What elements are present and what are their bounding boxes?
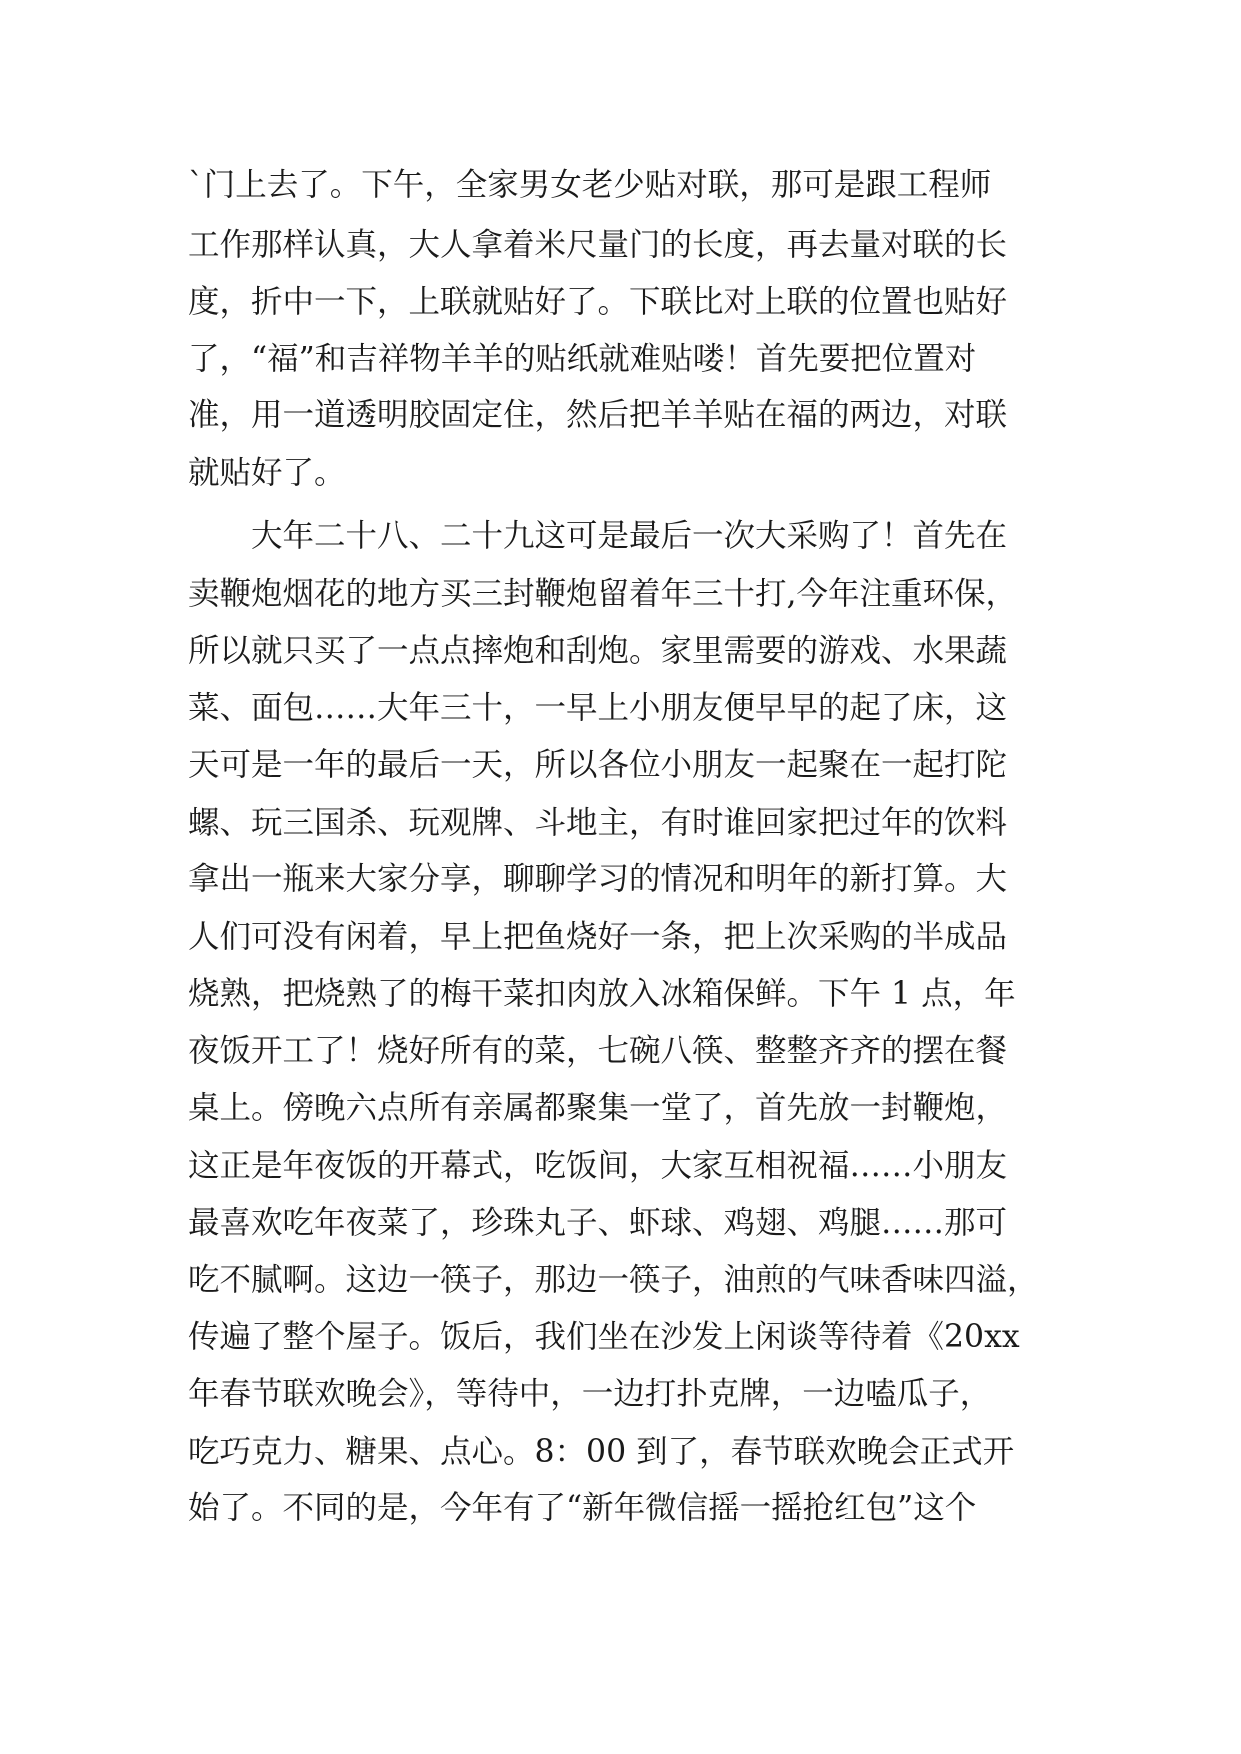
text-line-content: 了，“福”和吉祥物羊羊的贴纸就难贴喽！首先要把位置对 (188, 341, 977, 377)
text-line (0, 1423, 1241, 1481)
text-line-content: 烧熟，把烧熟了的梅干菜扣肉放入冰箱保鲜。下午 1 点，年 (188, 976, 1016, 1012)
text-line-content: 天可是一年的最后一天，所以各位小朋友一起聚在一起打陀 (188, 747, 1008, 783)
text-line (0, 794, 1241, 852)
text-line-content: `门上去了。下午，全家男女老少贴对联，那可是跟工程师 (188, 167, 992, 203)
text-line (0, 330, 1241, 388)
text-line-content: 最喜欢吃年夜菜了，珍珠丸子、虾球、鸡翅、鸡腿……那可 (188, 1205, 1008, 1241)
text-line (0, 1137, 1241, 1195)
text-line-content: 螺、玩三国杀、玩观牌、斗地主，有时谁回家把过年的饮料 (188, 805, 1008, 841)
text-line (0, 1194, 1241, 1252)
text-line-content: 卖鞭炮烟花的地方买三封鞭炮留着年三十打,今年注重环保， (188, 576, 1018, 612)
text-line-content: 所以就只买了一点点摔炮和刮炮。家里需要的游戏、水果蔬 (188, 633, 1008, 669)
text-line (0, 1479, 1241, 1537)
text-line (0, 736, 1241, 794)
text-line-content: 年春节联欢晚会》，等待中，一边打扑克牌，一边嗑瓜子， (188, 1376, 992, 1412)
text-line-content: 大年二十八、二十九这可是最后一次大采购了！首先在 (251, 518, 1008, 554)
text-line-content: 度，折中一下，上联就贴好了。下联比对上联的位置也贴好 (188, 284, 1008, 320)
text-line (0, 679, 1241, 737)
text-line (0, 1022, 1241, 1080)
text-line (0, 850, 1241, 908)
text-line-content: 吃不腻啊。这边一筷子，那边一筷子，油煎的气味香味四溢， (188, 1262, 1039, 1298)
text-line (0, 507, 1241, 565)
text-line (0, 156, 1241, 214)
text-line (0, 444, 1241, 502)
text-line (0, 216, 1241, 274)
text-line (0, 622, 1241, 680)
text-line-content: 桌上。傍晚六点所有亲属都聚集一堂了，首先放一封鞭炮， (188, 1090, 1008, 1126)
text-line-content: 准，用一道透明胶固定住，然后把羊羊贴在福的两边，对联 (188, 397, 1008, 433)
text-line (0, 1251, 1241, 1309)
text-line (0, 1079, 1241, 1137)
text-line (0, 1365, 1241, 1423)
text-line-content: 工作那样认真，大人拿着米尺量门的长度，再去量对联的长 (188, 227, 1008, 263)
text-line-content: 夜饭开工了！烧好所有的菜，七碗八筷、整整齐齐的摆在餐 (188, 1033, 1008, 1069)
text-line-content: 这正是年夜饭的开幕式，吃饭间，大家互相祝福……小朋友 (188, 1148, 1008, 1184)
text-line-content: 菜、面包……大年三十，一早上小朋友便早早的起了床，这 (188, 690, 1008, 726)
text-line-content: 始了。不同的是，今年有了“新年微信摇一摇抢红包”这个 (188, 1490, 977, 1526)
text-line (0, 386, 1241, 444)
text-line (0, 965, 1241, 1023)
text-line (0, 273, 1241, 331)
text-line (0, 1308, 1241, 1366)
text-line-content: 人们可没有闲着，早上把鱼烧好一条，把上次采购的半成品 (188, 919, 1008, 955)
text-line-content: 就贴好了。 (188, 455, 346, 491)
text-line-content: 传遍了整个屋子。饭后，我们坐在沙发上闲谈等待着《20xx (188, 1319, 1020, 1355)
text-line-content: 吃巧克力、糖果、点心。8：00 到了，春节联欢晚会正式开 (188, 1434, 1015, 1470)
text-line (0, 908, 1241, 966)
text-line-content: 拿出一瓶来大家分享，聊聊学习的情况和明年的新打算。大 (188, 861, 1008, 897)
text-line (0, 565, 1241, 623)
